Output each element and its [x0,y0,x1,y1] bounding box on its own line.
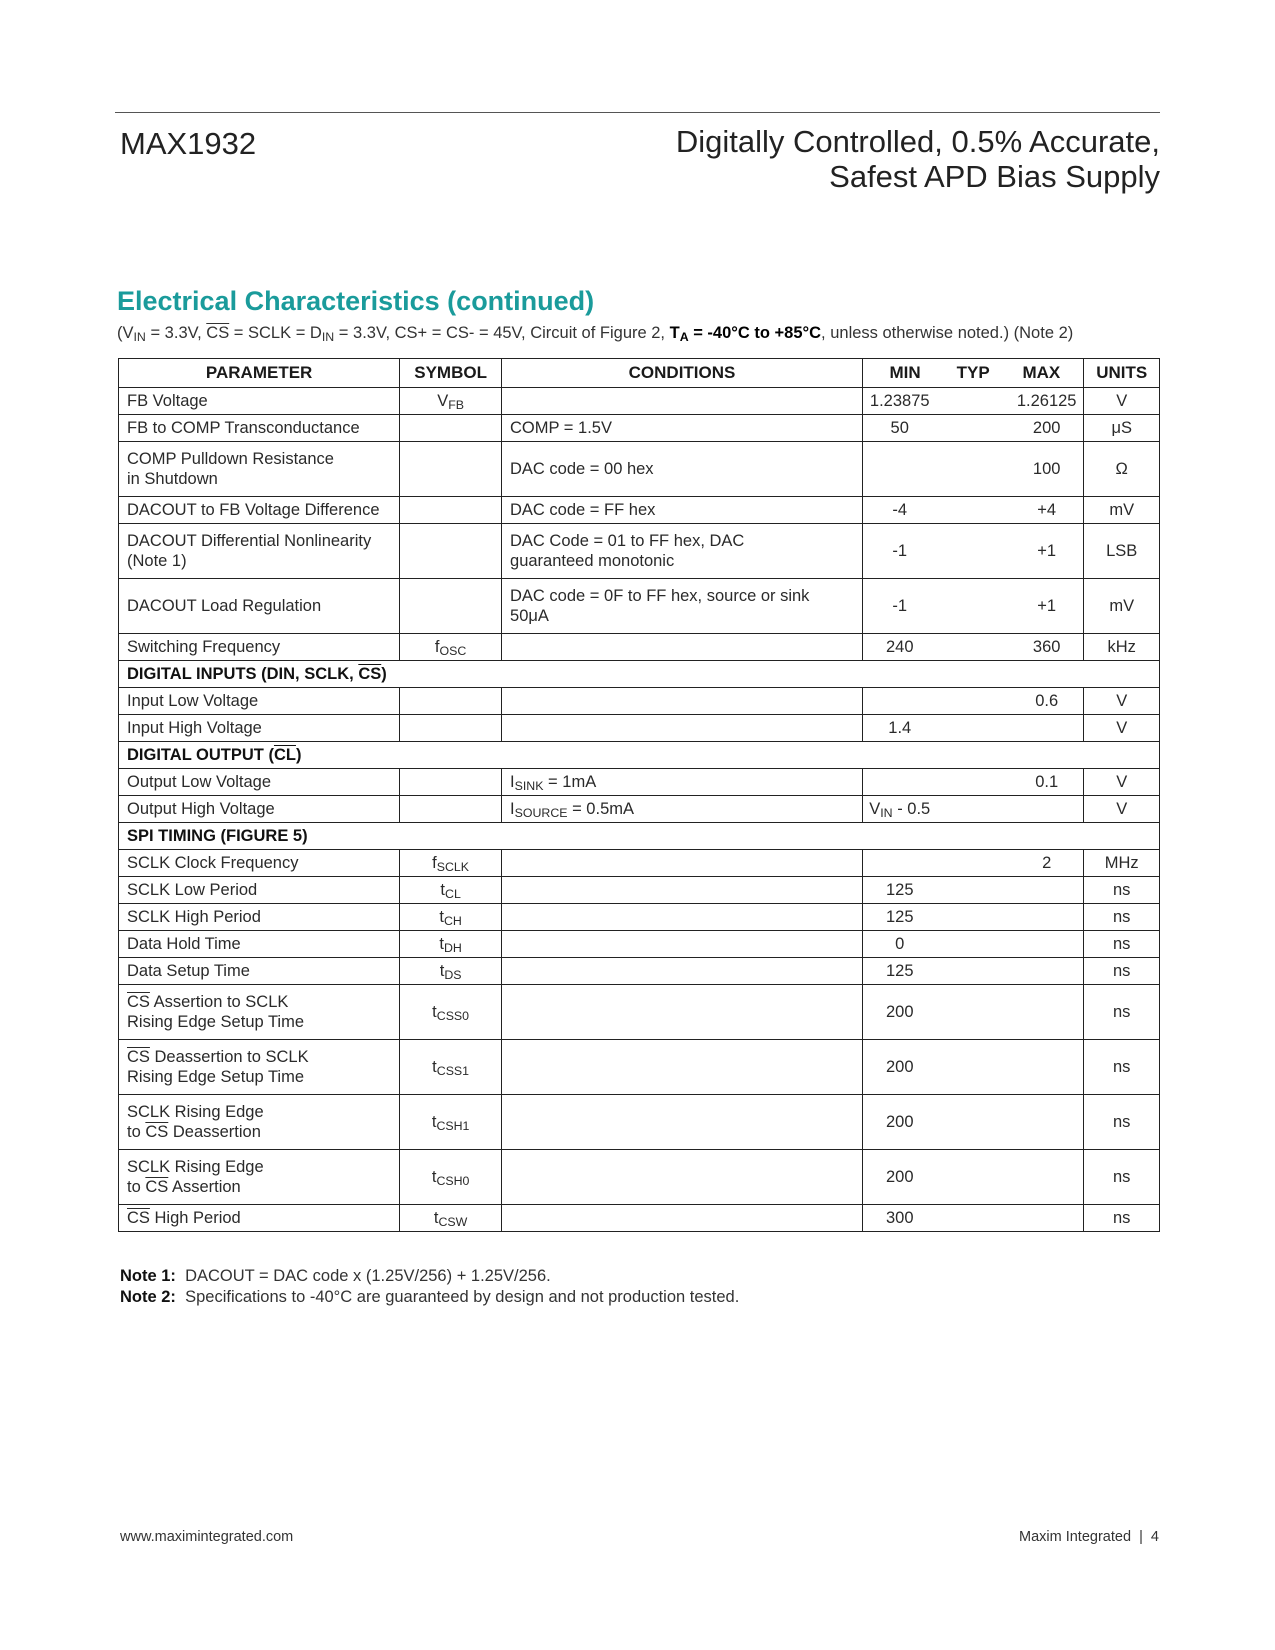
part-number: MAX1932 [120,126,257,161]
table-row: $\overline{CS}$ Deassertion to SCLK Rising Edge Setup Time $t_{CSS1}$ 200 ns [119,1040,1160,1095]
section-row-digital-inputs: DIGITAL INPUTS (DIN, SCLK, $\overline{CS}$) [119,661,1160,688]
header-symbol: SYMBOL [400,359,502,388]
table-row: DACOUT Load Regulation DAC code = 0F to FF hex, source or sink 50μA -1 +1 mV [119,579,1160,634]
table-row: Output High Voltage $I_{SOURCE} = 0.5mA$ $V_{IN} - 0.5$ V [119,796,1160,823]
document-title [560,124,1160,194]
table-row: DACOUT to FB Voltage Difference DAC code = FF hex -4 +4 mV [119,497,1160,524]
table-row: DACOUT Differential Nonlinearity (Note 1) DAC Code = 01 to FF hex, DAC guaranteed monotonic -1 +1 LSB [119,524,1160,579]
section-row-spi-timing: SPI TIMING (FIGURE 5) [119,823,1160,850]
table-header-row [119,359,1160,388]
header-rule [115,112,1160,113]
note-2: Note 2: Specifications to -40°C are guaranteed by design and not production tested. [120,1288,740,1306]
header-min-typ-max: MIN TYP MAX [863,359,1084,388]
title-line-1: Digitally Controlled, 0.5% Accurate, [675,124,1160,159]
header-conditions: CONDITIONS [502,359,863,388]
footer-website[interactable]: www.maximintegrated.com [120,1529,294,1545]
section-title: Electrical Characteristics (continued) [117,286,595,316]
table-notes [120,1266,739,1308]
footer-page-info: Maxim Integrated | 4 [1018,1529,1159,1545]
table-row: FB to COMP Transconductance COMP = 1.5V 50 200 μS [119,415,1160,442]
table-row: Input High Voltage 1.4 V [119,715,1160,742]
page-number: 4 [1150,1529,1159,1545]
table-row: $\overline{CS}$ High Period $t_{CSW}$ 300 ns [119,1205,1160,1232]
header-units: UNITS [1084,359,1160,388]
table-row: Output Low Voltage $I_{SINK} = 1mA$ 0.1 V [119,769,1160,796]
table-row: SCLK Clock Frequency $f_{SCLK}$ 2 MHz [119,850,1160,877]
table-row: $\overline{CS}$ Assertion to SCLK Rising Edge Setup Time $t_{CSS0}$ 200 ns [119,985,1160,1040]
test-conditions: ($V_{IN} = 3.3V$, $\overline{CS}$ = SCLK = $D_{IN} = 3.3V$, CS+ = CS- = 45V, Circuit of Figure 2, $T_A = -40^\circ C$ to +85°C, unless otherwise noted.) (Note 2) [117,324,1074,345]
header-parameter: PARAMETER [119,359,400,388]
title-line-2: Safest APD Bias Supply [829,159,1160,194]
table-row: SCLK Rising Edge to $\overline{CS}$ Deassertion $t_{CSH1}$ 200 ns [119,1095,1160,1150]
table-row: Data Setup Time $t_{DS}$ 125 ns [119,958,1160,985]
table-row: Switching Frequency $f_{OSC}$ 240 360 kHz [119,634,1160,661]
electrical-characteristics-table [118,358,1160,1232]
table-row: FB Voltage $V_{FB}$ 1.23875 1.26125 V [119,388,1160,415]
table-row: COMP Pulldown Resistance in Shutdown DAC code = 00 hex 100 Ω [119,442,1160,497]
table-row: SCLK Rising Edge to $\overline{CS}$ Assertion $t_{CSH0}$ 200 ns [119,1150,1160,1205]
table-row: SCLK High Period $t_{CH}$ 125 ns [119,904,1160,931]
table-row: Input Low Voltage 0.6 V [119,688,1160,715]
table-row: SCLK Low Period $t_{CL}$ 125 ns [119,877,1160,904]
table-row: Data Hold Time $t_{DH}$ 0 ns [119,931,1160,958]
section-row-digital-output: DIGITAL OUTPUT $(\overline{CL})$ [119,742,1160,769]
note-1: Note 1: DACOUT = DAC code x (1.25V/256) + 1.25V/256. [120,1267,551,1285]
